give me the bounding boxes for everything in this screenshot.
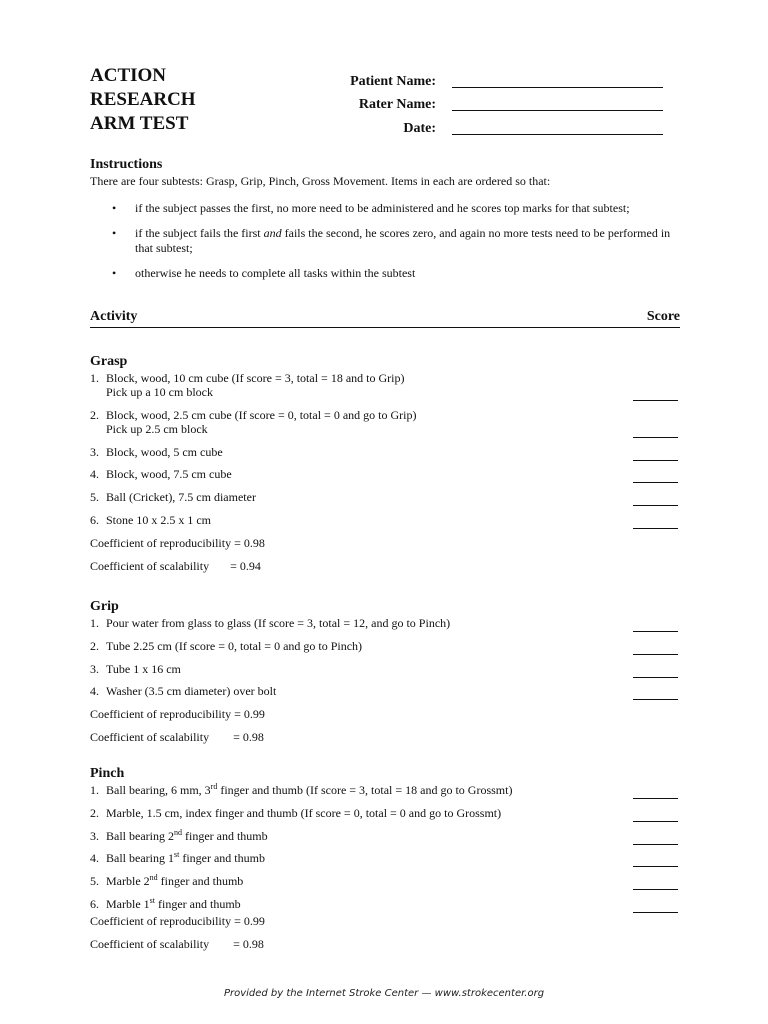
grip-item-3-text: Tube 1 x 16 cm [106,661,181,676]
instruction-bullet-3: • otherwise he needs to complete all tasks within the subtest [90,266,680,281]
patient-name-field [340,66,680,90]
grasp-item-3 [90,445,680,459]
pinch-item-6-score[interactable] [633,912,678,913]
pinch-coef-reproducibility: Coefficient of reproducibility = 0.99 [90,913,265,928]
rater-name-line [452,94,663,111]
grip-item-2-text: Tube 2.25 cm (If score = 0, total = 0 and go to Pinch) [106,638,363,653]
item-number: 1. [90,783,99,797]
grasp-item-2-text: Block, wood, 2.5 cm cube (If score = 0, total = 0 and go to Grip) [106,407,417,422]
pinch-item-3 [90,829,680,843]
pinch-item-2-text: Marble, 1.5 cm, index finger and thumb (If score = 0, total = 0 and go to Grossmt) [106,805,502,820]
grip-coef-reproducibility: Coefficient of reproducibility = 0.99 [90,707,265,722]
item-number: 2. [90,638,99,653]
pinch-item-3-b: finger and thumb [181,828,268,843]
document-page [90,0,680,1024]
grasp-item-3-score[interactable] [633,460,678,461]
instructions-heading: Instructions [90,157,163,172]
rater-name-label: Rater Name: [358,97,436,112]
item-number: 3. [90,828,99,843]
patient-name-line [452,71,663,88]
pinch-item-5 [90,874,680,888]
grasp-item-6 [90,513,680,527]
pinch-item-4-b: finger and thumb [179,851,265,866]
pinch-title: Pinch [90,766,125,781]
grasp-item-5 [90,490,680,504]
grip-item-3 [90,662,680,676]
item-number: 3. [90,661,99,676]
pinch-item-3-a: Ball bearing 2 [106,828,174,843]
pinch-item-3-score[interactable] [633,844,678,845]
grip-coef-scalability: Coefficient of scalability = 0.98 [90,729,264,744]
item-number: 2. [90,805,99,820]
item-number: 5. [90,490,99,505]
grip-title: Grip [90,599,119,614]
grasp-section [90,353,680,581]
grip-item-4 [90,684,680,698]
instructions-list [90,201,680,281]
grip-item-1-text: Pour water from glass to glass (If score = 3, total = 12, and go to Pinch) [106,616,451,630]
pinch-item-2-score[interactable] [633,821,678,822]
item-number: 5. [90,874,99,889]
document-title [90,64,196,136]
pinch-item-4-sup: st [173,850,180,860]
pinch-item-1-b: finger and thumb (If score = 3, total = 18 and go to Grossmt) [217,783,513,797]
date-line [452,118,663,135]
pinch-item-6-b: finger and thumb [155,896,241,911]
pinch-item-5-sup: nd [149,873,158,883]
title-line-1: ACTION [90,65,167,86]
grasp-item-6-score[interactable] [633,528,678,529]
grasp-coef-scalability: Coefficient of scalability = 0.94 [90,558,261,573]
instructions-intro: There are four subtests: Grasp, Grip, Pinch, Gross Movement. Items in each are ordered so that: [90,174,551,188]
grasp-item-6-text: Stone 10 x 2.5 x 1 cm [106,512,211,527]
instruction-bullet-2 [90,226,680,256]
grasp-item-1-sub: Pick up a 10 cm block [106,385,213,399]
date-field [340,113,680,137]
grip-item-4-score[interactable] [633,699,678,700]
date-label: Date: [403,120,436,136]
item-number: 4. [90,851,99,866]
pinch-item-5-score[interactable] [633,889,678,890]
item-number: 6. [90,512,99,527]
title-line-2: RESEARCH [90,89,196,110]
grasp-item-3-text: Block, wood, 5 cm cube [106,444,223,459]
item-number: 4. [90,684,99,699]
grasp-item-5-score[interactable] [633,505,678,506]
pinch-item-6-sup: st [149,895,155,905]
pinch-item-4-score[interactable] [633,866,678,867]
instruction-bullet-1: • if the subject passes the first, no more need to be administered and he scores top marks for that subtest; [90,201,680,216]
grasp-item-4-score[interactable] [633,482,678,483]
item-number: 2. [90,407,99,422]
pinch-item-5-a: Marble 2 [106,874,150,889]
grasp-title: Grasp [90,354,128,369]
pinch-item-6 [90,897,680,911]
bullet-2-part-a: if the subject fails the first [135,226,264,240]
bullet-2-part-b: fails the second, he scores zero, and again no more tests need to be performed in that subtest; [135,226,671,255]
pinch-coef-scalability: Coefficient of scalability = 0.98 [90,936,264,951]
pinch-item-2 [90,806,680,820]
pinch-item-3-sup: nd [173,827,182,837]
pinch-item-1-sup: rd [210,782,218,791]
instructions-section [90,156,680,291]
bullet-2-emphasis: and [263,226,282,240]
grasp-item-5-text: Ball (Cricket), 7.5 cm diameter [106,490,256,505]
item-number: 6. [90,896,99,911]
page-footer: Provided by the Internet Stroke Center — www.strokecenter.org [223,988,545,999]
score-column-label: Score [646,309,680,324]
grasp-coef-reproducibility: Coefficient of reproducibility = 0.98 [90,535,265,550]
item-number: 1. [90,616,99,630]
grip-item-4-text: Washer (3.5 cm diameter) over bolt [106,684,277,699]
grasp-item-1-text: Block, wood, 10 cm cube (If score = 3, total = 18 and to Grip) [106,371,405,385]
grip-item-1-score[interactable] [633,631,678,632]
pinch-item-4 [90,851,680,865]
pinch-item-4-a: Ball bearing 1 [106,851,174,866]
activity-score-header [90,308,680,328]
item-number: 4. [90,467,99,482]
patient-name-label: Patient Name: [350,73,436,89]
pinch-item-6-a: Marble 1 [106,896,150,911]
grasp-item-4-text: Block, wood, 7.5 cm cube [106,467,232,482]
grasp-item-2 [90,408,680,436]
title-line-3: ARM TEST [90,113,189,134]
grip-section [90,598,680,753]
grip-item-3-score[interactable] [633,677,678,678]
header-fields [340,66,680,137]
grasp-item-2-sub: Pick up 2.5 cm block [106,421,208,436]
grasp-item-1-score[interactable] [633,400,678,401]
grasp-item-2-score[interactable] [633,437,678,438]
grasp-item-4 [90,467,680,481]
grip-item-2 [90,639,680,653]
pinch-item-5-b: finger and thumb [157,874,244,889]
pinch-section [90,765,680,960]
activity-column-label: Activity [90,309,138,324]
item-number: 1. [90,371,99,385]
grip-item-1 [90,616,680,630]
grasp-item-1 [90,371,680,399]
grip-item-2-score[interactable] [633,654,678,655]
rater-name-field [340,90,680,114]
pinch-item-1-a: Ball bearing, 6 mm, 3 [106,783,211,797]
item-number: 3. [90,444,99,459]
pinch-item-1-score[interactable] [633,798,678,799]
pinch-item-1 [90,783,680,797]
